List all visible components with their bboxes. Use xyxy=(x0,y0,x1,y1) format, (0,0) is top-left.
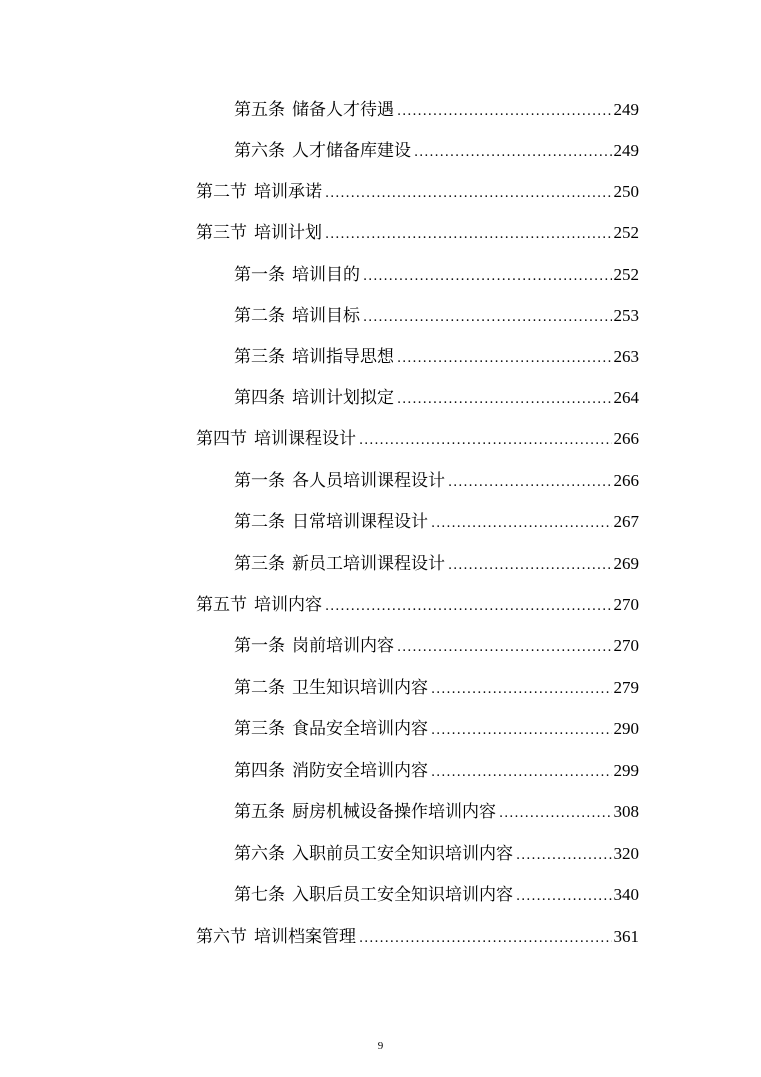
toc-leader xyxy=(516,882,612,912)
toc-entry-number: 第一条 xyxy=(234,471,285,491)
toc-entry-number: 第四条 xyxy=(234,761,285,781)
toc-entry-title: 储备人才待遇 xyxy=(292,100,394,120)
toc-entry-page: 267 xyxy=(613,512,639,531)
toc-entry-label xyxy=(234,839,513,869)
toc-leader xyxy=(431,509,612,539)
toc-entry[interactable] xyxy=(234,301,639,331)
toc-entry-number: 第二条 xyxy=(234,678,285,698)
toc-entry-title: 培训目标 xyxy=(292,306,360,326)
toc-entry-label xyxy=(234,880,513,910)
toc-entry-page: 279 xyxy=(613,678,639,697)
toc-entry-label xyxy=(234,260,360,290)
toc-entry-title: 消防安全培训内容 xyxy=(292,761,428,781)
toc-leader xyxy=(363,262,612,292)
toc-entry-number: 第三节 xyxy=(196,223,247,243)
toc-entry[interactable] xyxy=(234,797,639,827)
toc-leader xyxy=(431,758,612,788)
toc-entry[interactable] xyxy=(234,880,639,910)
toc-entry-number: 第六条 xyxy=(234,844,285,864)
toc-entry-number: 第五节 xyxy=(196,595,247,615)
toc-entry-page: 299 xyxy=(613,761,639,780)
toc-entry[interactable] xyxy=(196,177,639,207)
toc-leader xyxy=(397,385,612,415)
toc-entry[interactable] xyxy=(234,756,639,786)
toc-entry-label xyxy=(196,922,356,952)
toc-entry-label xyxy=(234,714,428,744)
toc-entry-title: 食品安全培训内容 xyxy=(292,719,428,739)
toc-entry-page: 249 xyxy=(613,100,639,119)
toc-entry[interactable] xyxy=(234,839,639,869)
toc-leader xyxy=(325,592,612,622)
toc-entry-page: 252 xyxy=(613,265,639,284)
toc-entry[interactable] xyxy=(196,218,639,248)
toc-entry-page: 269 xyxy=(613,554,639,573)
toc-entry-page: 270 xyxy=(613,636,639,655)
toc-leader xyxy=(359,426,612,456)
toc-entry-number: 第二节 xyxy=(196,182,247,202)
toc-entry-title: 培训内容 xyxy=(254,595,322,615)
toc-entry-page: 263 xyxy=(613,347,639,366)
toc-entry-page: 320 xyxy=(613,844,639,863)
toc-entry-label xyxy=(234,756,428,786)
toc-entry-title: 岗前培训内容 xyxy=(292,636,394,656)
toc-entry[interactable] xyxy=(234,466,639,496)
toc-entry-page: 264 xyxy=(613,388,639,407)
toc-entry-page: 290 xyxy=(613,719,639,738)
toc-entry[interactable] xyxy=(234,714,639,744)
toc-entry-label xyxy=(234,301,360,331)
toc-entry[interactable] xyxy=(234,507,639,537)
toc-entry-label xyxy=(234,797,496,827)
toc-entry[interactable] xyxy=(234,136,639,166)
toc-entry-page: 308 xyxy=(613,802,639,821)
toc-leader xyxy=(359,924,612,954)
toc-entry-number: 第一条 xyxy=(234,265,285,285)
toc-leader xyxy=(431,675,612,705)
toc-entry-page: 250 xyxy=(613,182,639,201)
toc-entry-number: 第三条 xyxy=(234,347,285,367)
toc-entry-page: 253 xyxy=(613,306,639,325)
toc-entry-title: 培训指导思想 xyxy=(292,347,394,367)
toc-entry-number: 第六条 xyxy=(234,141,285,161)
toc-entry-label xyxy=(196,177,322,207)
toc-entry-title: 入职前员工安全知识培训内容 xyxy=(292,844,513,864)
toc-leader xyxy=(325,179,612,209)
toc-entry-page: 270 xyxy=(613,595,639,614)
toc-entry-title: 培训目的 xyxy=(292,265,360,285)
toc-entry-label xyxy=(196,218,322,248)
toc-leader xyxy=(499,799,612,829)
toc-entry-title: 培训课程设计 xyxy=(254,429,356,449)
toc-entry-number: 第三条 xyxy=(234,719,285,739)
toc-entry-label xyxy=(234,673,428,703)
toc-leader xyxy=(448,551,612,581)
toc-entry-page: 266 xyxy=(613,471,639,490)
toc-entry-title: 各人员培训课程设计 xyxy=(292,471,445,491)
toc-entry-title: 新员工培训课程设计 xyxy=(292,554,445,574)
toc-leader xyxy=(431,716,612,746)
toc-entry-number: 第一条 xyxy=(234,636,285,656)
toc-entry-title: 厨房机械设备操作培训内容 xyxy=(292,802,496,822)
toc-leader xyxy=(397,633,612,663)
toc-entry[interactable] xyxy=(196,590,639,620)
toc-entry-number: 第四节 xyxy=(196,429,247,449)
toc-entry-number: 第四条 xyxy=(234,388,285,408)
toc-entry-title: 培训承诺 xyxy=(254,182,322,202)
toc-entry-number: 第二条 xyxy=(234,512,285,532)
toc-entry[interactable] xyxy=(234,260,639,290)
toc-entry-label xyxy=(196,590,322,620)
toc-entry-page: 266 xyxy=(613,429,639,448)
toc-entry[interactable] xyxy=(196,424,639,454)
toc-leader xyxy=(516,841,612,871)
toc-entry-number: 第五条 xyxy=(234,100,285,120)
toc-entry[interactable] xyxy=(234,383,639,413)
toc-entry-title: 卫生知识培训内容 xyxy=(292,678,428,698)
toc-entry-title: 培训计划拟定 xyxy=(292,388,394,408)
toc-entry-number: 第三条 xyxy=(234,554,285,574)
toc-entry-title: 人才储备库建设 xyxy=(292,141,411,161)
toc-entry[interactable] xyxy=(234,549,639,579)
page-number: 9 xyxy=(377,1040,384,1052)
toc-entry-number: 第七条 xyxy=(234,885,285,905)
toc-entry-number: 第五条 xyxy=(234,802,285,822)
toc-entry-page: 252 xyxy=(613,223,639,242)
toc-entry[interactable] xyxy=(234,631,639,661)
toc-entry[interactable] xyxy=(196,922,639,952)
toc-leader xyxy=(397,97,612,127)
toc-leader xyxy=(414,138,612,168)
toc-entry-page: 340 xyxy=(613,885,639,904)
toc-entry-number: 第六节 xyxy=(196,927,247,947)
toc-entry[interactable] xyxy=(234,673,639,703)
toc-entry[interactable] xyxy=(234,95,639,125)
toc-entry-label xyxy=(234,549,445,579)
toc-entry[interactable] xyxy=(234,342,639,372)
toc-entry-label xyxy=(234,507,428,537)
toc-entry-label xyxy=(196,424,356,454)
toc-entry-label xyxy=(234,383,394,413)
toc-entry-label xyxy=(234,631,394,661)
toc-entry-label xyxy=(234,95,394,125)
toc-leader xyxy=(363,303,612,333)
toc-entry-page: 249 xyxy=(613,141,639,160)
toc-entry-label xyxy=(234,466,445,496)
toc-entry-title: 入职后员工安全知识培训内容 xyxy=(292,885,513,905)
toc-entry-title: 培训计划 xyxy=(254,223,322,243)
toc-leader xyxy=(448,468,612,498)
toc-leader xyxy=(325,220,612,250)
toc-entry-page: 361 xyxy=(613,927,639,946)
toc-entry-label xyxy=(234,136,411,166)
toc-leader xyxy=(397,344,612,374)
toc-entry-title: 日常培训课程设计 xyxy=(292,512,428,532)
toc-entry-label xyxy=(234,342,394,372)
toc-entry-number: 第二条 xyxy=(234,306,285,326)
toc-entry-title: 培训档案管理 xyxy=(254,927,356,947)
